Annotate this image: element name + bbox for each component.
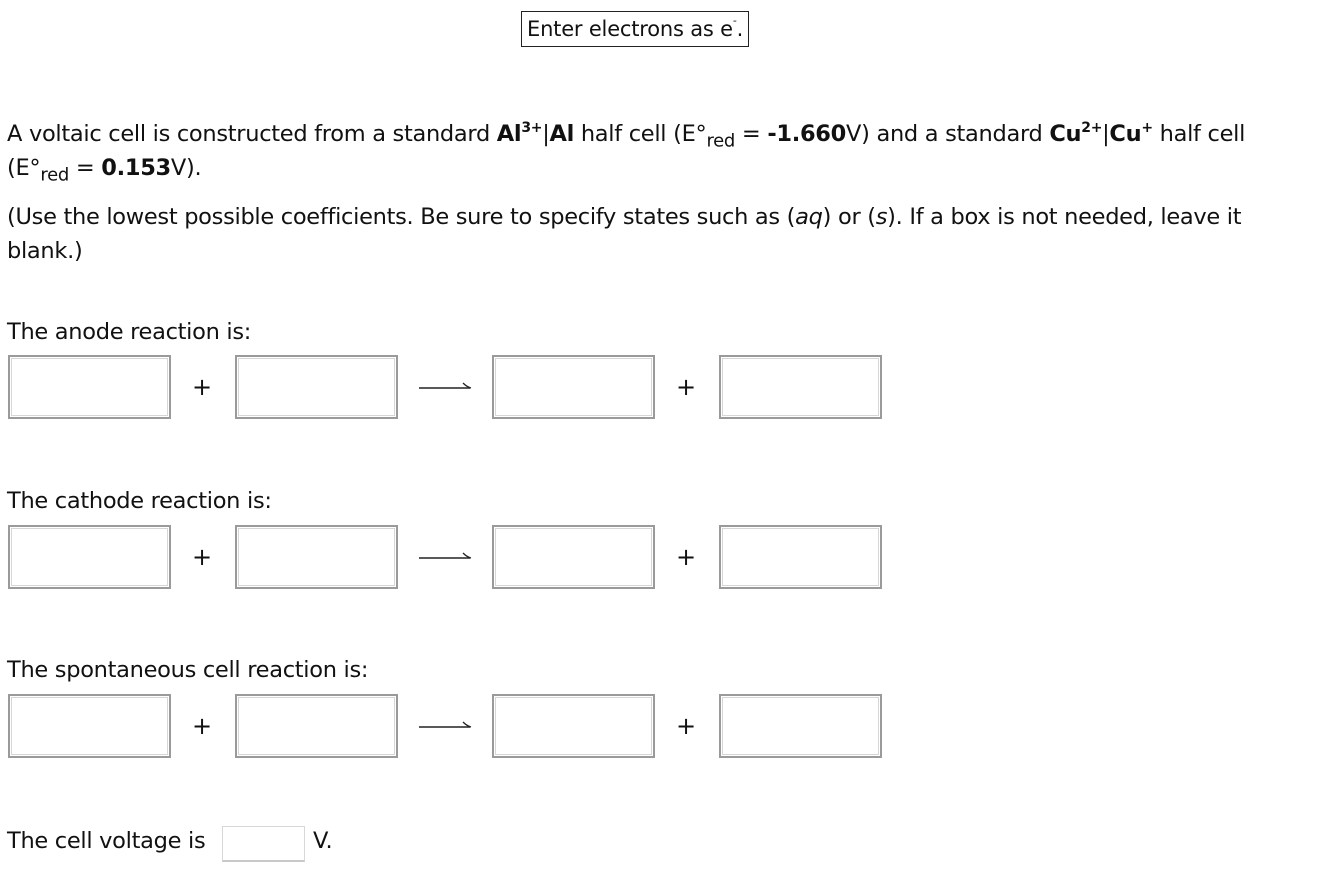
spontaneous-reaction-label: The spontaneous cell reaction is: [7, 657, 369, 683]
note-superscript: - [732, 13, 737, 27]
note-prefix: Enter electrons as e [527, 17, 733, 41]
cathode-reactant-2-box[interactable] [235, 525, 398, 589]
plus-sign: + [192, 712, 213, 740]
electron-entry-note [521, 11, 749, 47]
cathode-product-1-box[interactable] [492, 525, 655, 589]
plus-sign: + [676, 543, 697, 571]
anode-product-2-box[interactable] [719, 355, 882, 419]
anode-reactant-1-box[interactable] [8, 355, 171, 419]
anode-reactant-2-box[interactable] [235, 355, 398, 419]
plus-sign: + [192, 543, 213, 571]
problem-text: V) and a standard [846, 121, 1050, 147]
cell-voltage-input[interactable] [222, 826, 305, 862]
subscript-red: red [706, 130, 736, 152]
cell-voltage-label: The cell voltage is [7, 828, 206, 854]
species-cu-ion: Cu+ [1109, 119, 1153, 147]
reaction-arrow-icon [419, 552, 473, 564]
plus-sign: + [676, 373, 697, 401]
subscript-red: red [40, 164, 69, 186]
spontaneous-product-2-box[interactable] [719, 694, 882, 758]
problem-text: half cell (E° [7, 121, 1246, 181]
reaction-arrow-icon [419, 382, 473, 394]
plus-sign: + [192, 373, 213, 401]
problem-text: V). [170, 155, 202, 181]
species-al-ion: $Al^{3+}$ [496, 119, 543, 147]
cathode-product-2-box[interactable] [719, 525, 882, 589]
problem-text: A voltaic cell is constructed from a standard [7, 121, 497, 147]
spontaneous-product-1-box[interactable] [492, 694, 655, 758]
cathode-reactant-1-box[interactable] [8, 525, 171, 589]
problem-text: = [735, 121, 768, 147]
state-s: s [875, 204, 888, 230]
state-aq: aq [795, 204, 823, 230]
species-cu2-ion: $Cu^{2+}$ [1049, 119, 1103, 147]
spontaneous-reactant-1-box[interactable] [8, 694, 171, 758]
problem-text: = [68, 155, 102, 181]
note-suffix: . [736, 17, 744, 41]
al-reduction-potential: -1.660 [767, 121, 847, 147]
voltage-unit: V. [313, 828, 333, 854]
cu-reduction-potential: 0.153 [101, 155, 171, 181]
plus-sign: + [676, 712, 697, 740]
anode-reaction-label: The anode reaction is: [7, 319, 252, 345]
problem-statement [7, 117, 1307, 185]
instructions: (Use the lowest possible coefficients. Be sure to specify states such as (aq) or (s). If a box is not needed, leave it blank.) [7, 204, 1242, 264]
spontaneous-reactant-2-box[interactable] [235, 694, 398, 758]
reaction-arrow-icon [419, 721, 473, 733]
half-cell-separator: | [542, 121, 550, 147]
half-cell-separator: | [1102, 121, 1110, 147]
cathode-reaction-label: The cathode reaction is: [7, 488, 272, 514]
problem-text: half cell (E° [574, 121, 707, 147]
species-al: Al [549, 121, 574, 147]
anode-product-1-box[interactable] [492, 355, 655, 419]
